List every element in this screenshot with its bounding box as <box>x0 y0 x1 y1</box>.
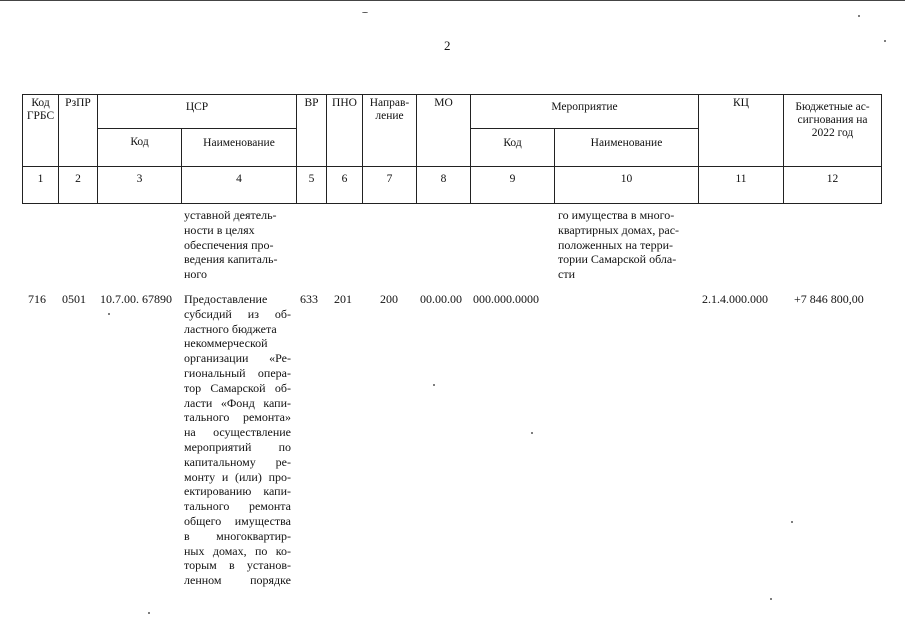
text-line: некоммерческой <box>184 336 268 351</box>
text-line: тального ремонта» <box>184 410 291 425</box>
text-line: субсидий из об- <box>184 306 291 321</box>
text-line: тального ремонта <box>184 499 291 514</box>
scan-speck <box>148 612 150 614</box>
text-line: ведения капиталь- <box>184 252 278 267</box>
text-line: положенных на терри- <box>558 237 674 252</box>
header-pno: ПНО <box>326 94 363 167</box>
cell-kod-grbs: 716 <box>28 292 46 306</box>
scan-speck <box>791 521 793 523</box>
top-edge-line <box>0 0 905 1</box>
header-csr-kod: Код <box>97 128 182 167</box>
header-meropriyatie-kod: Код <box>470 128 555 167</box>
cell-rzpr: 0501 <box>62 292 86 306</box>
text-line: монту и (или) про- <box>184 469 291 484</box>
column-number: 8 <box>416 166 471 204</box>
scan-speck <box>531 432 533 434</box>
text-line: гиональный опера- <box>184 365 291 380</box>
cell-mo: 00.00.00 <box>420 292 462 306</box>
header-rzpr: РзПР <box>58 94 98 167</box>
column-number: 4 <box>181 166 297 204</box>
column-number: 11 <box>698 166 784 204</box>
text-line: в многоквартир- <box>184 528 291 543</box>
scan-speck <box>108 313 110 315</box>
text-line: ластного бюджета <box>184 321 277 336</box>
header-kod-grbs: Код ГРБС <box>22 94 59 167</box>
header-mo: МО <box>416 94 471 167</box>
text-line: Предоставление <box>184 292 268 306</box>
text-line: обеспечения про- <box>184 237 274 252</box>
text-line: уставной деятель- <box>184 208 277 222</box>
text-line: торым в установ- <box>184 558 291 573</box>
scan-speck <box>884 40 886 42</box>
column-number: 2 <box>58 166 98 204</box>
header-csr: ЦСР <box>97 94 297 129</box>
column-number: 10 <box>554 166 699 204</box>
text-line: ного <box>184 267 208 282</box>
text-line: ленном порядке <box>184 573 291 588</box>
cell-kc: 2.1.4.000.000 <box>702 292 768 306</box>
header-kc: КЦ <box>698 94 784 167</box>
text-line: тор Самарской об- <box>184 380 291 395</box>
cell-meropriyatie-kod: 000.000.0000 <box>473 292 539 306</box>
scan-speck <box>858 15 860 17</box>
column-number: 7 <box>362 166 417 204</box>
scan-speck <box>362 12 368 13</box>
page-number: 2 <box>444 38 451 53</box>
header-budget: Бюджетные ас-сигнования на 2022 год <box>783 94 882 167</box>
text-line: ласти «Фонд капи- <box>184 395 291 410</box>
text-line: ности в целях <box>184 222 255 237</box>
continuation-csr-name <box>184 208 290 282</box>
header-vr: ВР <box>296 94 327 167</box>
text-line: ектированию капи- <box>184 484 291 499</box>
cell-vr: 633 <box>300 292 318 306</box>
cell-amount: +7 846 800,00 <box>794 292 864 306</box>
column-number: 12 <box>783 166 882 204</box>
scan-speck <box>433 384 435 386</box>
continuation-meropriyatie-name <box>558 208 694 282</box>
text-line: мероприятий по <box>184 439 291 454</box>
header-csr-name: Наименование <box>181 128 297 167</box>
text-line: организации «Ре- <box>184 351 291 366</box>
cell-csr-name <box>184 292 291 588</box>
column-number: 1 <box>22 166 59 204</box>
header-napravlenie: Направ-ление <box>362 94 417 167</box>
column-number: 9 <box>470 166 555 204</box>
text-line: на осуществление <box>184 425 291 440</box>
scan-speck <box>770 598 772 600</box>
text-line: общего имущества <box>184 513 291 528</box>
column-number: 6 <box>326 166 363 204</box>
cell-napravlenie: 200 <box>380 292 398 306</box>
header-meropriyatie-name: Наименование <box>554 128 699 167</box>
text-line: ных домах, по ко- <box>184 543 291 558</box>
header-meropriyatie: Мероприятие <box>470 94 699 129</box>
cell-csr-kod: 10.7.00. 67890 <box>100 292 172 306</box>
text-line: сти <box>558 267 575 282</box>
text-line: квартирных домах, рас- <box>558 222 680 237</box>
column-number: 3 <box>97 166 182 204</box>
cell-pno: 201 <box>334 292 352 306</box>
column-number: 5 <box>296 166 327 204</box>
text-line: го имущества в много- <box>558 208 675 222</box>
text-line: тории Самарской обла- <box>558 252 677 267</box>
text-line: капитальному ре- <box>184 454 291 469</box>
